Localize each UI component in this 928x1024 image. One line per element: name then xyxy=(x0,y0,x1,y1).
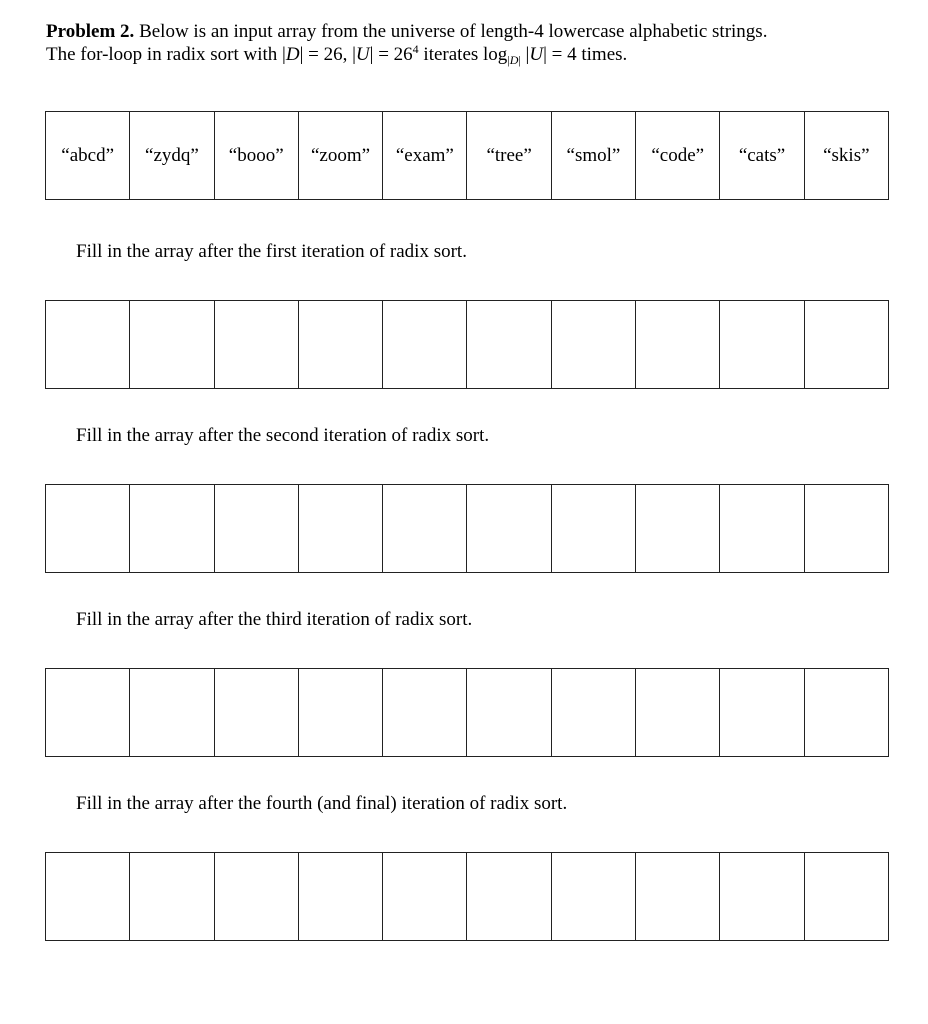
answer-cell[interactable] xyxy=(46,669,130,756)
answer-cell[interactable] xyxy=(299,301,383,388)
answer-cell[interactable] xyxy=(215,485,299,572)
input-array xyxy=(45,111,889,200)
iterates-word: iterates xyxy=(423,44,479,65)
answer-cell[interactable] xyxy=(552,669,636,756)
answer-cell[interactable] xyxy=(299,485,383,572)
answer-cell[interactable] xyxy=(46,853,130,940)
input-cell: “booo” xyxy=(215,112,299,199)
instruction-second: Fill in the array after the second iteration of radix sort. xyxy=(76,425,490,446)
problem-text-2: The for-loop in radix sort with xyxy=(46,44,278,65)
times-text: 4 times. xyxy=(567,44,628,65)
input-cell: “cats” xyxy=(720,112,804,199)
answer-cell[interactable] xyxy=(130,853,214,940)
answer-cell[interactable] xyxy=(130,669,214,756)
answer-array-third xyxy=(45,668,889,757)
problem-heading: Problem 2. xyxy=(46,21,135,42)
input-cell: “smol” xyxy=(552,112,636,199)
answer-cell[interactable] xyxy=(720,485,804,572)
answer-cell[interactable] xyxy=(299,853,383,940)
answer-cell[interactable] xyxy=(720,301,804,388)
instruction-first: Fill in the array after the first iteration of radix sort. xyxy=(76,241,467,262)
problem-statement xyxy=(46,20,906,66)
problem-line-1 xyxy=(46,20,906,43)
answer-cell[interactable] xyxy=(636,669,720,756)
answer-cell[interactable] xyxy=(467,301,551,388)
input-cell: “tree” xyxy=(467,112,551,199)
answer-cell[interactable] xyxy=(720,853,804,940)
answer-cell[interactable] xyxy=(805,301,888,388)
log-word: log xyxy=(483,44,508,65)
answer-array-second xyxy=(45,484,889,573)
answer-array-first xyxy=(45,300,889,389)
answer-cell[interactable] xyxy=(383,853,467,940)
answer-cell[interactable] xyxy=(720,669,804,756)
answer-cell[interactable] xyxy=(467,485,551,572)
answer-cell[interactable] xyxy=(805,485,888,572)
d-value: 26 xyxy=(323,44,343,65)
problem-line-2: The for-loop in radix sort with |D| = 26, $|U| = 26^4$ iterates $\log_{|D|} |U| = 4$ times. xyxy=(46,42,628,67)
instruction-third: Fill in the array after the third iteration of radix sort. xyxy=(76,609,473,630)
answer-cell[interactable] xyxy=(215,669,299,756)
u-base: 26 xyxy=(393,44,413,65)
input-cell: “exam” xyxy=(383,112,467,199)
answer-cell[interactable] xyxy=(383,301,467,388)
answer-cell[interactable] xyxy=(805,669,888,756)
answer-cell[interactable] xyxy=(215,301,299,388)
problem-text-1: Below is an input array from the universe of length-4 lowercase alphabetic strings. xyxy=(139,21,768,42)
answer-cell[interactable] xyxy=(46,301,130,388)
answer-cell[interactable] xyxy=(383,485,467,572)
answer-cell[interactable] xyxy=(130,301,214,388)
answer-cell[interactable] xyxy=(805,853,888,940)
answer-cell[interactable] xyxy=(467,669,551,756)
answer-cell[interactable] xyxy=(552,853,636,940)
answer-cell[interactable] xyxy=(467,853,551,940)
input-cell: “skis” xyxy=(823,144,870,166)
answer-cell[interactable] xyxy=(46,485,130,572)
input-cell: “zydq” xyxy=(130,112,214,199)
answer-cell[interactable] xyxy=(636,301,720,388)
instruction-fourth: Fill in the array after the fourth (and final) iteration of radix sort. xyxy=(76,793,568,814)
input-cell: “code” xyxy=(636,112,720,199)
answer-cell[interactable] xyxy=(299,669,383,756)
answer-cell[interactable] xyxy=(552,301,636,388)
answer-cell[interactable] xyxy=(636,485,720,572)
answer-cell[interactable] xyxy=(636,853,720,940)
input-cell: “zoom” xyxy=(299,112,383,199)
answer-cell[interactable] xyxy=(383,669,467,756)
u-exponent: 4 xyxy=(412,42,419,56)
answer-cell[interactable] xyxy=(552,485,636,572)
answer-cell[interactable] xyxy=(130,485,214,572)
input-cell: “abcd” xyxy=(46,112,130,199)
answer-cell[interactable] xyxy=(215,853,299,940)
answer-array-fourth xyxy=(45,852,889,941)
